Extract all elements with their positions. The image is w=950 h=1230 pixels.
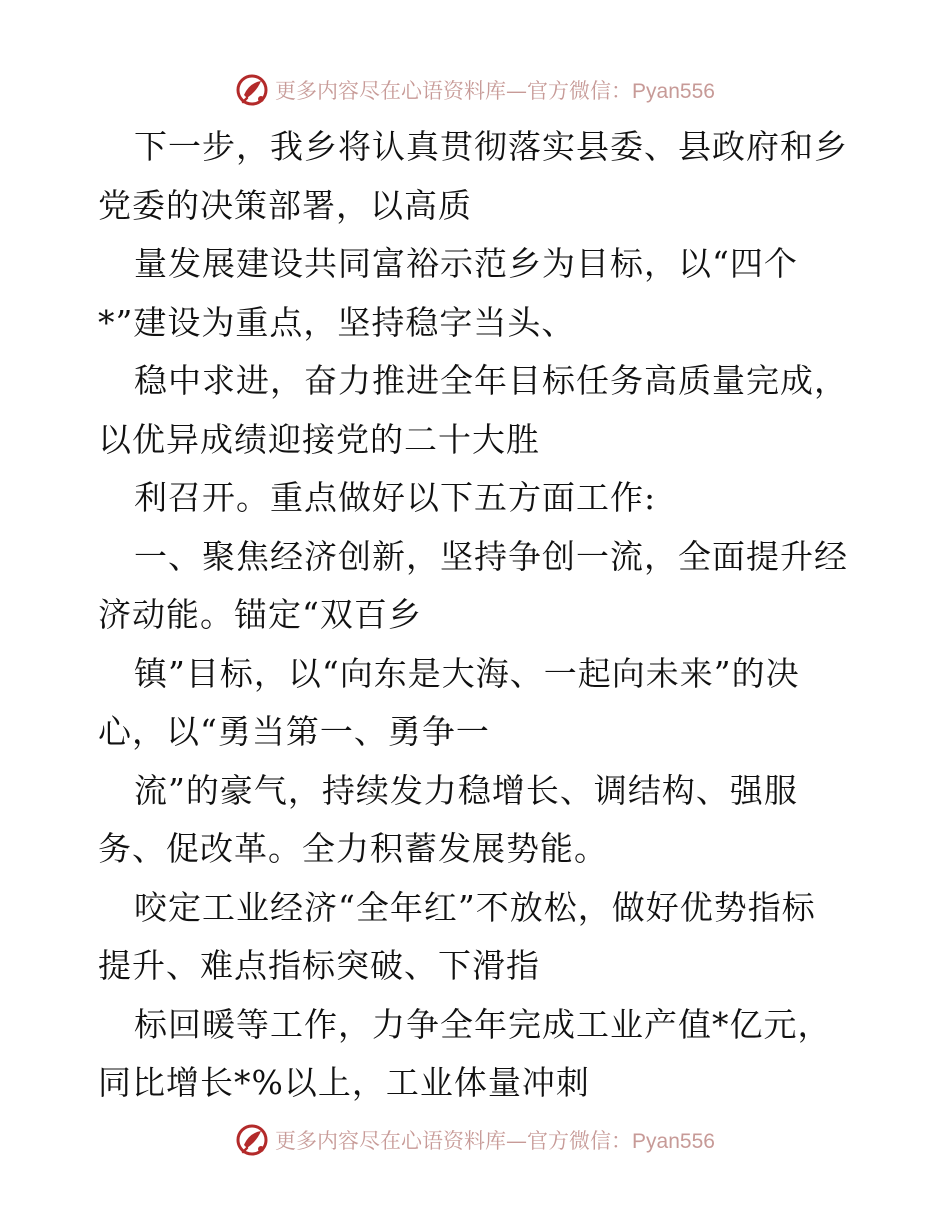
pen-logo-icon (235, 73, 269, 107)
text-line: 镇”目标，以“向东是大海、一起向未来”的决 (134, 653, 800, 693)
text-line: 标回暖等工作，力争全年完成工业产值*亿元， (134, 1004, 832, 1044)
header-wechat-id: Pyan556 (632, 80, 715, 103)
footer-banner-text: 更多内容尽在心语资料库—官方微信：Pyan556 (275, 1129, 715, 1153)
footer-wechat-id: Pyan556 (632, 1130, 715, 1153)
text-line: 心，以“勇当第一、勇争一 (98, 712, 490, 751)
header-banner-text: 更多内容尽在心语资料库—官方微信：Pyan556 (275, 79, 715, 103)
text-line: *”建设为重点，坚持稳字当头、 (98, 302, 576, 342)
text-line: 下一步，我乡将认真贯彻落实县委、县政府和乡 (134, 127, 848, 166)
text-line: 一、聚焦经济创新，坚持争创一流，全面提升经 (134, 536, 848, 576)
header-banner (0, 70, 950, 110)
text-line: 同比增长*%以上，工业体量冲刺 (98, 1063, 590, 1102)
text-line: 咬定工业经济“全年红”不放松，做好优势指标 (134, 887, 816, 927)
text-line: 提升、难点指标突破、下滑指 (98, 946, 540, 985)
text-line: 济动能。锚定“双百乡 (98, 595, 422, 634)
text-line: 量发展建设共同富裕示范乡为目标，以“四个 (134, 244, 798, 283)
text-line: 党委的决策部署，以高质 (98, 185, 472, 225)
text-line: 利召开。重点做好以下五方面工作: (134, 478, 657, 517)
pen-logo-icon (235, 1123, 269, 1157)
footer-banner (0, 1120, 950, 1160)
text-line: 稳中求进，奋力推进全年目标任务高质量完成， (134, 361, 848, 400)
text-line: 以优异成绩迎接党的二十大胜 (98, 419, 540, 459)
text-line: 务、促改革。全力积蓄发展势能。 (98, 829, 608, 868)
body-text (98, 118, 878, 1113)
text-line: 流”的豪气，持续发力稳增长、调结构、强服 (134, 770, 798, 810)
